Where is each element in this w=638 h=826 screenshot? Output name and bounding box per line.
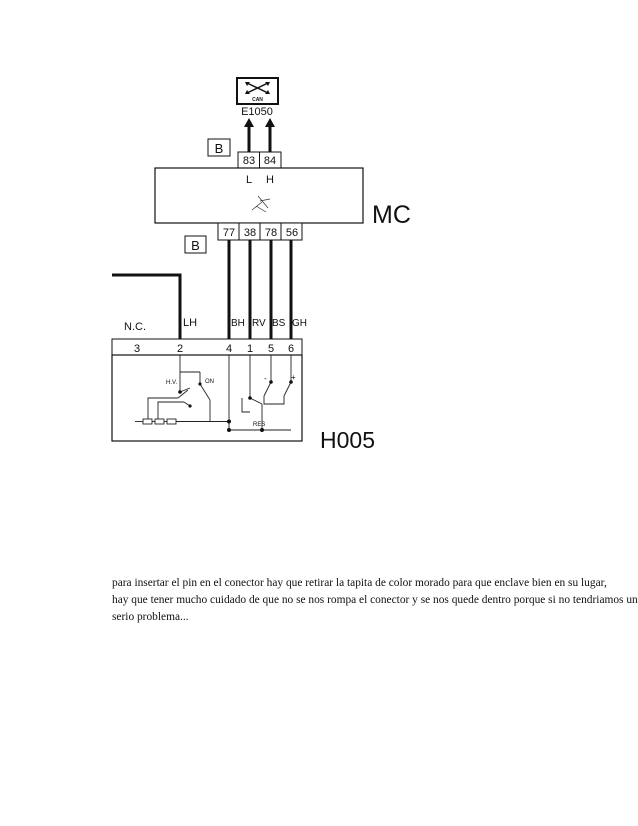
switch-pin-5: 5	[267, 343, 275, 355]
switch-pin-4: 4	[225, 343, 233, 355]
can-bus-icon	[237, 78, 278, 104]
ecu-pin-77: 77	[222, 227, 236, 239]
caption-line-1: para insertar el pin en el conector hay que retirar la tapita de color morado para que enclave bien en su lugar,	[112, 577, 607, 589]
label-plus: +	[291, 373, 296, 382]
caption-line-3: serio problema...	[112, 611, 189, 624]
ecu-pin-83: 83	[242, 155, 256, 167]
wire-color-bh: BH	[231, 318, 245, 329]
nc-label: N.C.	[124, 321, 146, 333]
ecu-line-label-l: L	[245, 174, 253, 186]
ecu-box	[155, 168, 363, 223]
ecu-pin-84: 84	[263, 155, 277, 167]
switch-pin-1: 1	[246, 343, 254, 355]
caption-paragraph	[112, 575, 638, 627]
connector-badge-top-label: B	[214, 141, 224, 156]
wire-color-gh: GH	[292, 318, 307, 329]
switch-pin-6: 6	[287, 343, 295, 355]
ecu-pin-38: 38	[243, 227, 257, 239]
bus-connector-label: E1050	[241, 106, 273, 118]
connector-badge-mid-label: B	[191, 238, 200, 253]
ecu-line-label-h: H	[266, 174, 274, 186]
switch-body	[112, 355, 302, 441]
caption-line-2: hay que tener mucho cuidado de que no se nos rompa el conector y se nos quede dentro porque si no tendriamos un	[112, 594, 638, 607]
label-hv: H.V.	[166, 380, 178, 386]
can-icon-label: CAN	[252, 97, 263, 103]
label-res: RES	[253, 422, 266, 428]
wire-color-bs: BS	[272, 318, 286, 329]
wire-color-rv: RV	[252, 318, 266, 329]
wire-color-lh: LH	[183, 317, 198, 329]
ecu-label: MC	[372, 201, 411, 229]
label-on: ON	[205, 379, 214, 385]
ecu-pin-56: 56	[285, 227, 299, 239]
ecu-pin-78: 78	[264, 227, 278, 239]
switch-pin-3: 3	[133, 343, 141, 355]
label-minus: -	[264, 374, 267, 383]
switch-label: H005	[320, 427, 375, 453]
can-bus-wires	[244, 118, 275, 152]
switch-pin-2: 2	[176, 343, 184, 355]
